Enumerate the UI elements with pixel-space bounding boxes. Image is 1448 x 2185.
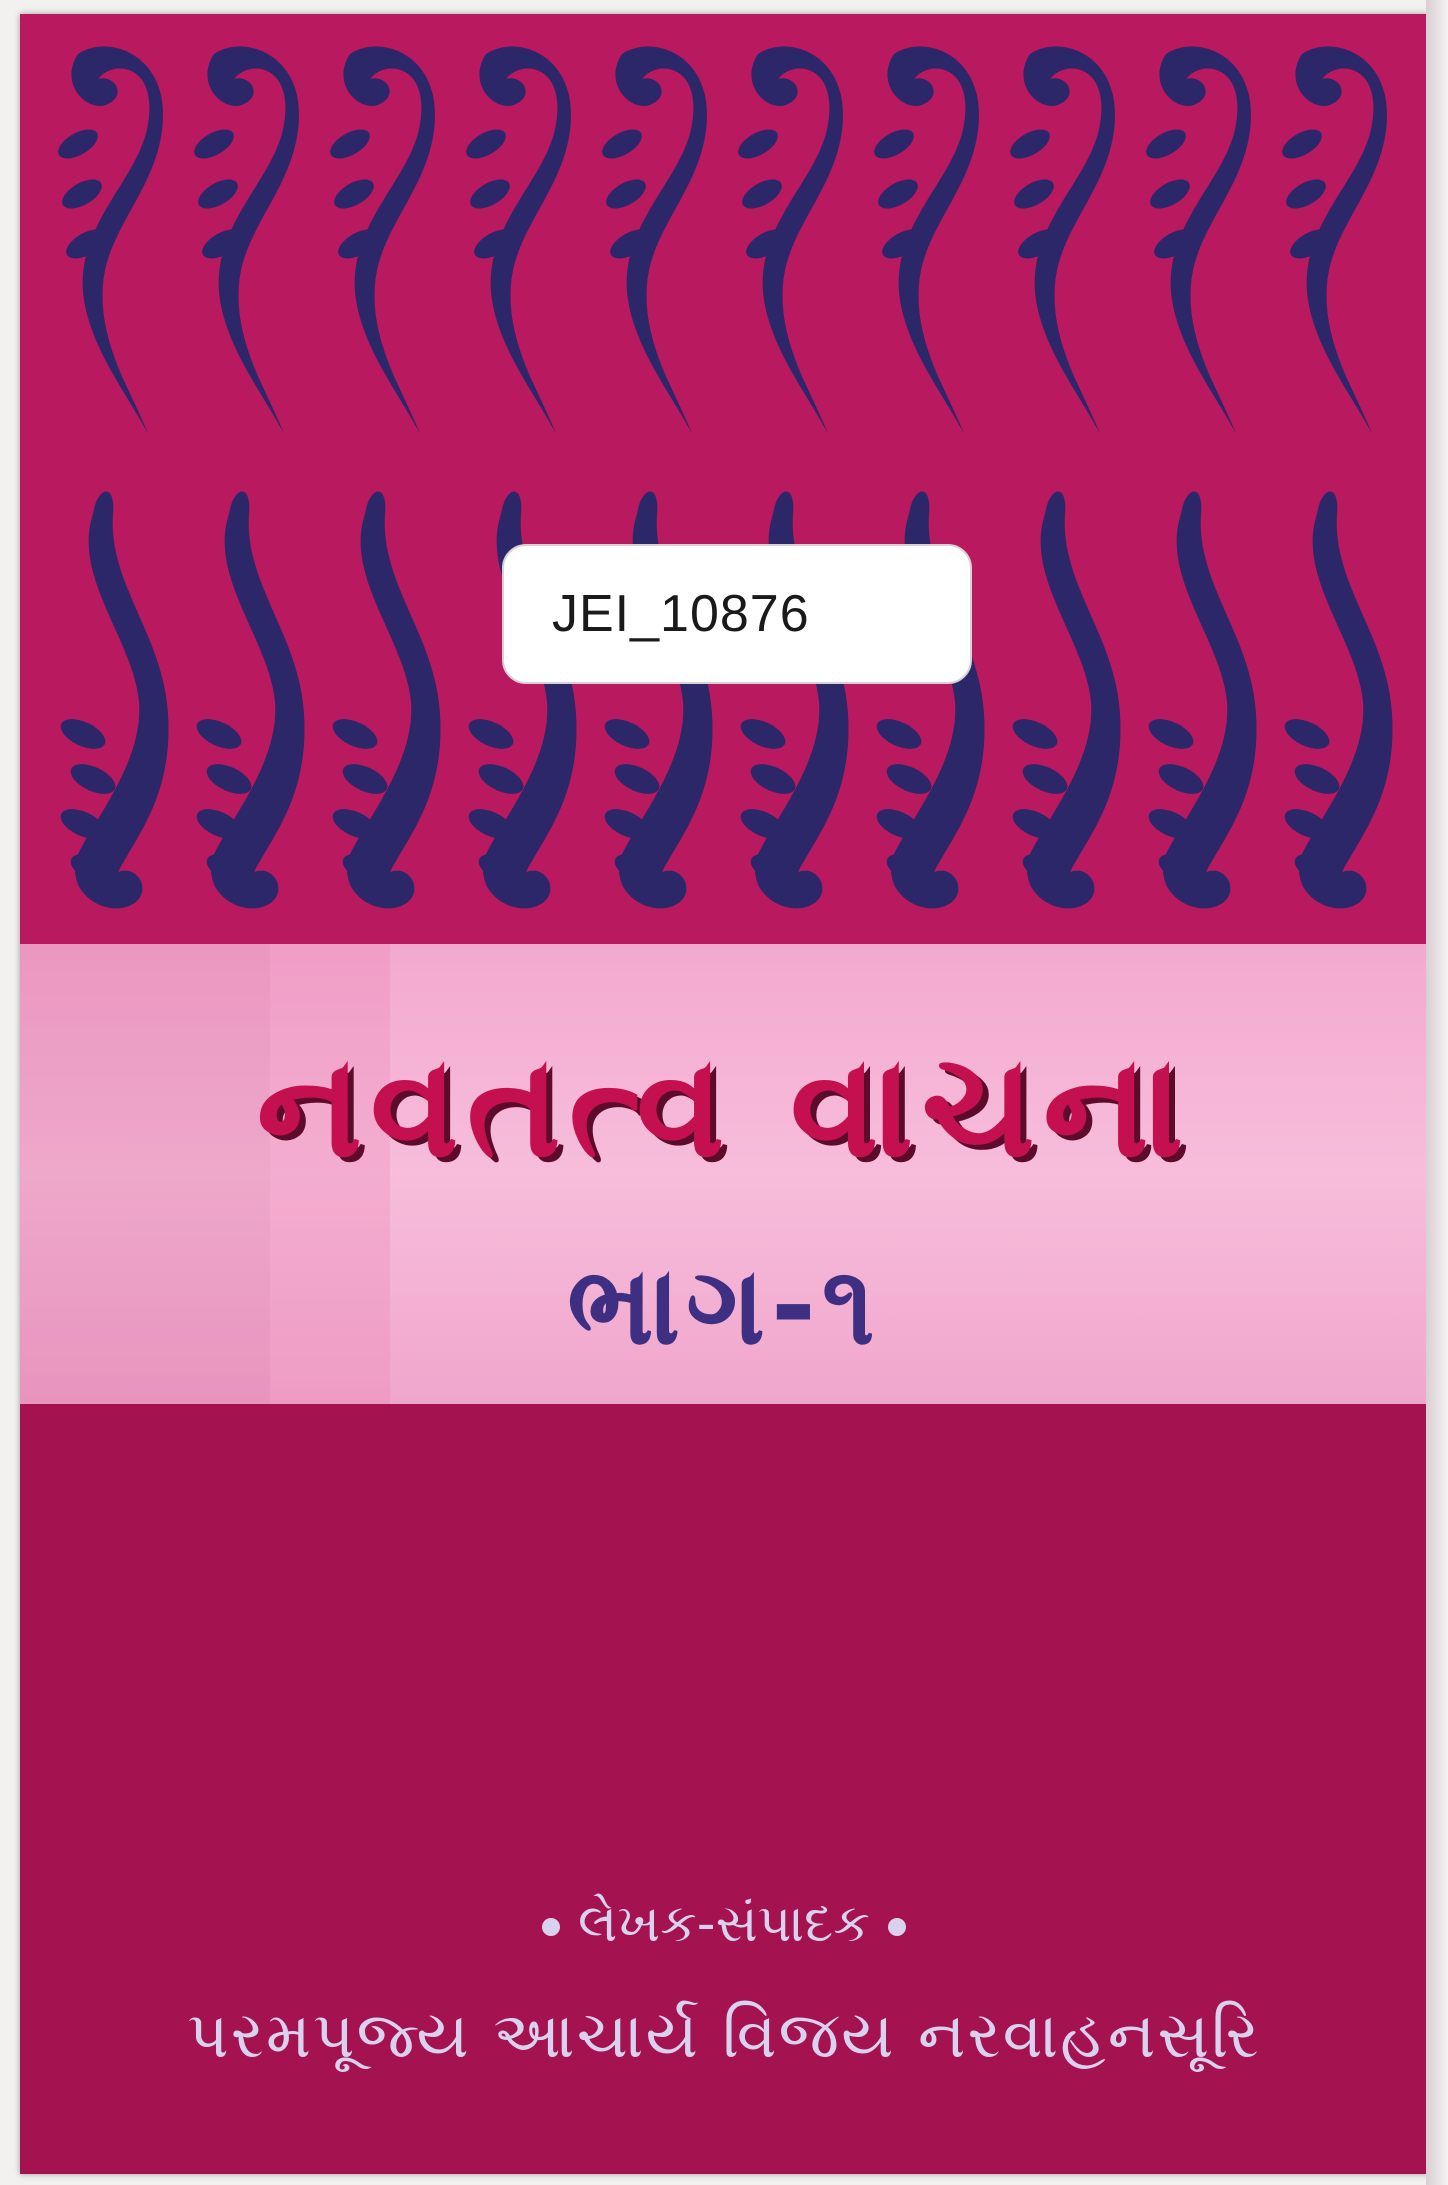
scroll-ornament	[325, 47, 440, 909]
scan-edge	[1426, 0, 1448, 2185]
scroll-ornament	[461, 47, 576, 909]
scroll-ornament	[189, 47, 304, 909]
author-name: પરમપૂજ્ય આચાર્ય વિજય નરવાહનસૂરિ	[187, 1999, 1261, 2073]
scroll-ornament-pattern	[20, 14, 1428, 944]
scroll-ornament	[1277, 47, 1392, 909]
scroll-ornament	[1141, 47, 1256, 909]
scroll-ornament	[53, 47, 168, 909]
scroll-ornament	[1005, 47, 1120, 909]
bullet-icon	[888, 1918, 906, 1936]
role-label: લેખક-સંપાદક	[578, 1894, 870, 1954]
accession-label: JEI_10876	[502, 544, 972, 684]
scroll-ornament	[597, 47, 712, 909]
role-label-line	[20, 1894, 1428, 1955]
book-title: નવતત્વ વાચના	[256, 1024, 1192, 1189]
scroll-ornament	[733, 47, 848, 909]
bullet-icon	[542, 1918, 560, 1936]
ornament-band	[20, 14, 1428, 944]
volume-part: ભાગ-૧	[567, 1244, 881, 1369]
book-cover	[20, 14, 1428, 2174]
scroll-ornament	[869, 47, 984, 909]
